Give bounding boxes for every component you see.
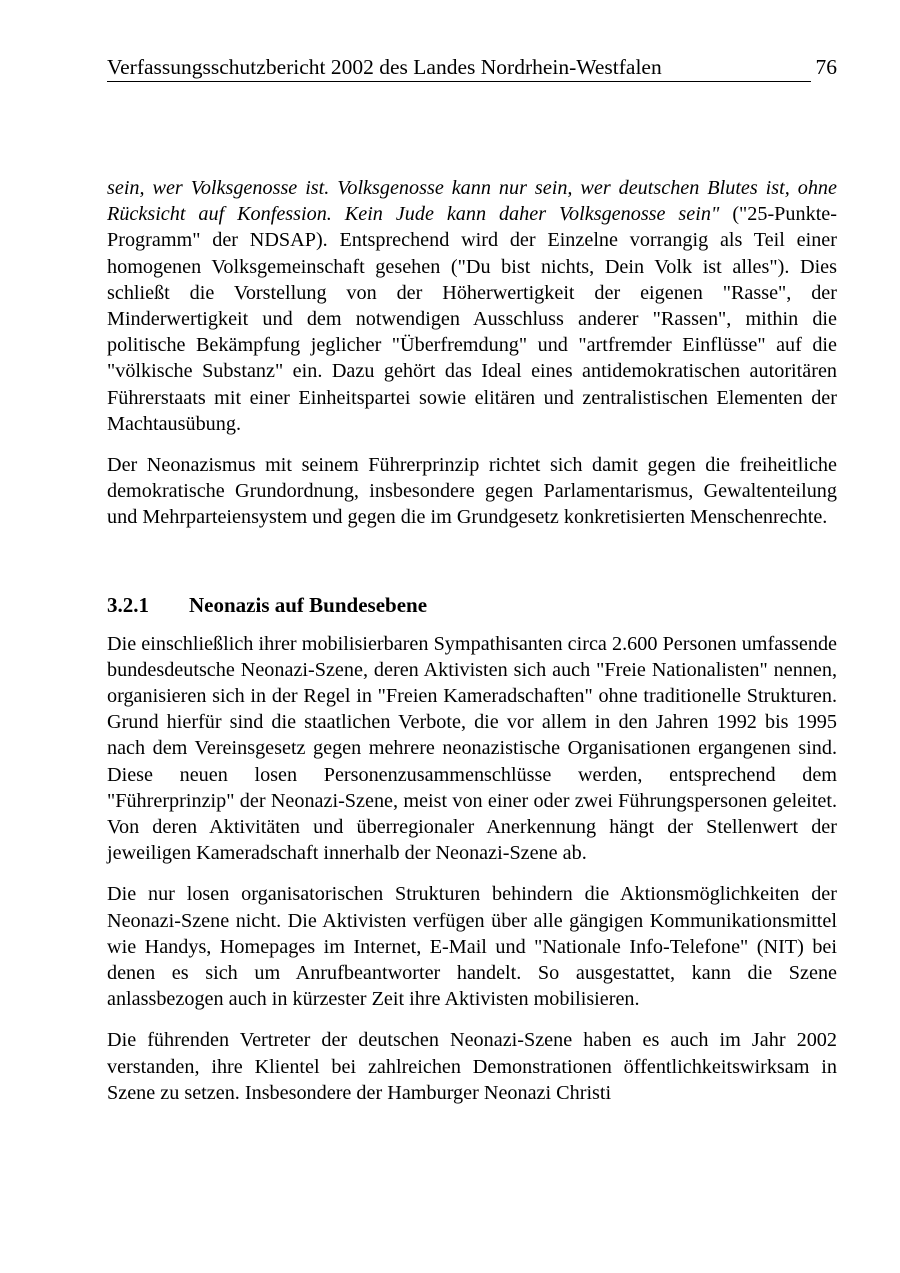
- page-number: 76: [815, 55, 837, 79]
- body-text: [107, 175, 837, 1106]
- section-number: 3.2.1: [107, 592, 149, 617]
- quote-italic: sein, wer Volksgenosse ist. Volksgenosse kann nur sein, wer deutschen Blutes ist, ohne Rücksicht auf Konfession. Kein Jude kann daher Volksgenosse sein": [107, 177, 837, 226]
- paragraph-4: Die nur losen organisatorischen Strukturen behindern die Aktionsmöglichkeiten der Neonazi-Szene nicht. Die Aktivisten verfügen über alle gängigen Kommunikationsmittel wie Handys, Homepages im Internet, E-Mail und "Nationale Info-Telefone" (NIT) bei denen es sich um Anrufbeantworter handelt. So ausgestattet, kann die Szene anlassbezogen auch in kürzester Zeit ihre Aktivisten mobilisieren.: [107, 883, 837, 1011]
- section-heading: [107, 591, 837, 619]
- paragraph-3: Die einschließlich ihrer mobilisierbaren Sympathisanten circa 2.600 Personen umfassende bundesdeutsche Neonazi-Szene, deren Aktivisten sich auch "Freie Nationalisten" nennen, organisieren sich in der Regel in "Freien Kameradschaften" ohne traditionelle Strukturen. Grund hierfür sind die staatlichen Verbote, die vor allem in den Jahren 1992 bis 1995 nach dem Vereinsgesetz gegen mehrere neonazistische Organisationen ergangenen sind. Diese neuen losen Personenzusammenschlüsse werden, entsprechend dem "Führerprinzip" der Neonazi-Szene, meist von einer oder zwei Führungspersonen geleitet. Von deren Aktivitäten und überregionaler Anerkennung hängt der Stellenwert der jeweiligen Kameradschaft innerhalb der Neonazi-Szene ab.: [107, 632, 837, 865]
- section-title: Neonazis auf Bundesebene: [189, 592, 428, 617]
- paragraph-1-text: ("25-Punkte-Programm" der NDSAP). Entsprechend wird der Einzelne vorrangig als Teil einer homogenen Volksgemeinschaft gesehen ("Du bist nichts, Dein Volk ist alles"). Dies schließt die Vorstellung von der Höherwertigkeit der eigenen "Rasse", der Minderwertigkeit und dem notwendigen Ausschluss anderer "Rassen", mithin die politische Bekämpfung jeglicher "Überfremdung" und "artfremder Einflüsse" auf die "völkische Substanz" ein. Dazu gehört das Ideal eines antidemokratischen autoritären Führerstaats mit einer Einheitspartei sowie elitären und zentralistischen Elementen der Machtausübung.: [107, 203, 837, 435]
- paragraph-2: Der Neonazismus mit seinem Führerprinzip richtet sich damit gegen die freiheitliche demokratische Grundordnung, insbesondere gegen Parlamentarismus, Gewaltenteilung und Mehrparteiensystem und gegen die im Grundgesetz konkretisierten Menschenrechte.: [107, 454, 837, 529]
- header-title: Verfassungsschutzbericht 2002 des Landes Nordrhein-Westfalen: [107, 55, 662, 79]
- running-header: [107, 52, 837, 84]
- header-rule: [107, 81, 811, 82]
- paragraph-1: [107, 175, 837, 437]
- paragraph-5: Die führenden Vertreter der deutschen Neonazi-Szene haben es auch im Jahr 2002 verstanden, ihre Klientel bei zahlreichen Demonstrationen öffentlichkeitswirksam in Szene zu setzen. Insbesondere der Hamburger Neonazi Christi: [107, 1029, 837, 1104]
